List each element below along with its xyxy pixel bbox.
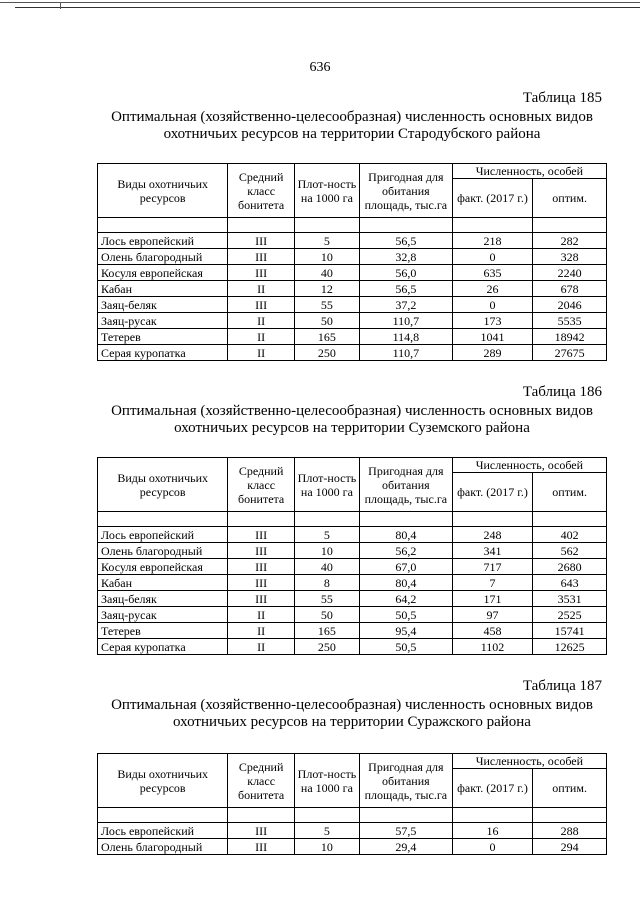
header-area: Пригодная для обитания площадь, тыс.га	[359, 754, 452, 808]
species-name-cell: Олень благородный	[98, 543, 228, 559]
count-fact-cell: 341	[452, 543, 532, 559]
species-name-cell: Кабан	[98, 281, 228, 297]
density-cell: 50	[294, 607, 359, 623]
species-name-cell: Тетерев	[98, 623, 228, 639]
density-cell: 165	[294, 623, 359, 639]
density-cell: 8	[294, 575, 359, 591]
table-row	[98, 823, 607, 839]
bonitet-class-cell: II	[228, 623, 295, 639]
caption-line-1: Оптимальная (хозяйственно-целесообразная) численность основных видов	[111, 109, 593, 125]
area-cell: 67,0	[359, 559, 452, 575]
bonitet-class-cell: II	[228, 313, 295, 329]
count-fact-cell: 1041	[452, 329, 532, 345]
header-class: Средний класс бонитета	[228, 164, 295, 218]
density-cell: 165	[294, 329, 359, 345]
caption-line-2: охотничьих ресурсов на территории Суражского района	[173, 714, 531, 730]
bonitet-class-cell: II	[228, 345, 295, 361]
species-name-cell: Кабан	[98, 575, 228, 591]
area-cell: 80,4	[359, 527, 452, 543]
species-name-cell: Лось европейский	[98, 233, 228, 249]
table-block-185	[97, 90, 607, 361]
density-cell: 55	[294, 591, 359, 607]
density-cell: 10	[294, 249, 359, 265]
count-fact-cell: 717	[452, 559, 532, 575]
header-count: Численность, особей	[452, 458, 606, 473]
table-row	[98, 297, 607, 313]
caption-line-1: Оптимальная (хозяйственно-целесообразная) численность основных видов	[111, 403, 593, 419]
bonitet-class-cell: II	[228, 281, 295, 297]
table-row	[98, 607, 607, 623]
area-cell: 114,8	[359, 329, 452, 345]
top-edge-lines	[0, 0, 640, 10]
species-name-cell: Косуля европейская	[98, 559, 228, 575]
caption-line-2: охотничьих ресурсов на территории Суземского района	[174, 420, 530, 436]
density-cell: 40	[294, 559, 359, 575]
count-fact-cell: 1102	[452, 639, 532, 655]
bonitet-class-cell: III	[228, 265, 295, 281]
header-fact: факт. (2017 г.)	[452, 473, 532, 512]
bonitet-class-cell: III	[228, 297, 295, 313]
bonitet-class-cell: III	[228, 591, 295, 607]
header-class: Средний класс бонитета	[228, 458, 295, 512]
density-cell: 5	[294, 823, 359, 839]
table-caption	[97, 403, 607, 437]
count-optim-cell: 2240	[533, 265, 607, 281]
header-fact: факт. (2017 г.)	[452, 769, 532, 808]
area-cell: 56,0	[359, 265, 452, 281]
table-row	[98, 639, 607, 655]
bonitet-class-cell: III	[228, 233, 295, 249]
count-optim-cell: 328	[533, 249, 607, 265]
table-row	[98, 281, 607, 297]
table-block-187	[97, 678, 607, 855]
bonitet-class-cell: II	[228, 607, 295, 623]
species-name-cell: Заяц-русак	[98, 607, 228, 623]
area-cell: 56,5	[359, 233, 452, 249]
density-cell: 50	[294, 313, 359, 329]
header-species: Виды охотничьих ресурсов	[98, 164, 228, 218]
table-row	[98, 265, 607, 281]
area-cell: 80,4	[359, 575, 452, 591]
count-fact-cell: 0	[452, 297, 532, 313]
caption-line-2: охотничьих ресурсов на территории Стародубского района	[163, 126, 541, 142]
header-optim: оптим.	[533, 473, 607, 512]
area-cell: 50,5	[359, 607, 452, 623]
count-fact-cell: 289	[452, 345, 532, 361]
count-optim-cell: 562	[533, 543, 607, 559]
table-row	[98, 313, 607, 329]
count-optim-cell: 18942	[533, 329, 607, 345]
density-cell: 10	[294, 543, 359, 559]
species-name-cell: Заяц-русак	[98, 313, 228, 329]
density-cell: 40	[294, 265, 359, 281]
density-cell: 12	[294, 281, 359, 297]
table-row	[98, 623, 607, 639]
header-area: Пригодная для обитания площадь, тыс.га	[359, 164, 452, 218]
area-cell: 50,5	[359, 639, 452, 655]
table-number: Таблица 187	[522, 678, 602, 694]
area-cell: 110,7	[359, 345, 452, 361]
area-cell: 64,2	[359, 591, 452, 607]
bonitet-class-cell: III	[228, 823, 295, 839]
area-cell: 95,4	[359, 623, 452, 639]
count-fact-cell: 97	[452, 607, 532, 623]
density-cell: 5	[294, 233, 359, 249]
header-species: Виды охотничьих ресурсов	[98, 754, 228, 808]
page-number: 636	[309, 60, 331, 75]
bonitet-class-cell: II	[228, 329, 295, 345]
count-fact-cell: 248	[452, 527, 532, 543]
header-optim: оптим.	[533, 179, 607, 218]
count-optim-cell: 282	[533, 233, 607, 249]
count-fact-cell: 218	[452, 233, 532, 249]
area-cell: 56,5	[359, 281, 452, 297]
header-area: Пригодная для обитания площадь, тыс.га	[359, 458, 452, 512]
count-fact-cell: 458	[452, 623, 532, 639]
count-optim-cell: 402	[533, 527, 607, 543]
count-optim-cell: 294	[533, 839, 607, 855]
count-fact-cell: 0	[452, 249, 532, 265]
bonitet-class-cell: III	[228, 527, 295, 543]
area-cell: 57,5	[359, 823, 452, 839]
density-cell: 55	[294, 297, 359, 313]
header-density: Плот-ность на 1000 га	[294, 754, 359, 808]
spacer-row	[98, 808, 607, 823]
bonitet-class-cell: II	[228, 639, 295, 655]
area-cell: 56,2	[359, 543, 452, 559]
count-optim-cell: 2525	[533, 607, 607, 623]
table-row	[98, 575, 607, 591]
table-row	[98, 345, 607, 361]
species-name-cell: Заяц-беляк	[98, 591, 228, 607]
count-fact-cell: 0	[452, 839, 532, 855]
species-name-cell: Лось европейский	[98, 823, 228, 839]
count-optim-cell: 678	[533, 281, 607, 297]
count-fact-cell: 26	[452, 281, 532, 297]
count-optim-cell: 12625	[533, 639, 607, 655]
count-fact-cell: 16	[452, 823, 532, 839]
data-table	[97, 753, 607, 855]
table-caption	[97, 697, 607, 731]
table-number: Таблица 185	[522, 90, 602, 106]
count-optim-cell: 15741	[533, 623, 607, 639]
area-cell: 32,8	[359, 249, 452, 265]
species-name-cell: Олень благородный	[98, 249, 228, 265]
header-density: Плот-ность на 1000 га	[294, 164, 359, 218]
species-name-cell: Лось европейский	[98, 527, 228, 543]
table-row	[98, 233, 607, 249]
table-row	[98, 543, 607, 559]
bonitet-class-cell: III	[228, 543, 295, 559]
count-optim-cell: 2680	[533, 559, 607, 575]
density-cell: 250	[294, 639, 359, 655]
caption-line-1: Оптимальная (хозяйственно-целесообразная) численность основных видов	[111, 697, 593, 713]
density-cell: 5	[294, 527, 359, 543]
table-row	[98, 839, 607, 855]
data-table	[97, 163, 607, 361]
count-optim-cell: 3531	[533, 591, 607, 607]
table-row	[98, 559, 607, 575]
species-name-cell: Серая куропатка	[98, 345, 228, 361]
count-optim-cell: 288	[533, 823, 607, 839]
table-number: Таблица 186	[522, 384, 602, 400]
count-fact-cell: 171	[452, 591, 532, 607]
species-name-cell: Олень благородный	[98, 839, 228, 855]
count-fact-cell: 7	[452, 575, 532, 591]
species-name-cell: Заяц-беляк	[98, 297, 228, 313]
count-optim-cell: 2046	[533, 297, 607, 313]
header-count: Численность, особей	[452, 164, 606, 179]
bonitet-class-cell: III	[228, 249, 295, 265]
density-cell: 250	[294, 345, 359, 361]
count-fact-cell: 635	[452, 265, 532, 281]
table-caption	[97, 109, 607, 143]
area-cell: 29,4	[359, 839, 452, 855]
area-cell: 37,2	[359, 297, 452, 313]
header-optim: оптим.	[533, 769, 607, 808]
bonitet-class-cell: III	[228, 575, 295, 591]
count-optim-cell: 5535	[533, 313, 607, 329]
table-block-186	[97, 384, 607, 655]
species-name-cell: Серая куропатка	[98, 639, 228, 655]
spacer-row	[98, 512, 607, 527]
header-density: Плот-ность на 1000 га	[294, 458, 359, 512]
header-fact: факт. (2017 г.)	[452, 179, 532, 218]
species-name-cell: Косуля европейская	[98, 265, 228, 281]
header-species: Виды охотничьих ресурсов	[98, 458, 228, 512]
species-name-cell: Тетерев	[98, 329, 228, 345]
area-cell: 110,7	[359, 313, 452, 329]
header-class: Средний класс бонитета	[228, 754, 295, 808]
bonitet-class-cell: III	[228, 839, 295, 855]
table-row	[98, 591, 607, 607]
density-cell: 10	[294, 839, 359, 855]
bonitet-class-cell: III	[228, 559, 295, 575]
data-table	[97, 457, 607, 655]
spacer-row	[98, 218, 607, 233]
table-row	[98, 249, 607, 265]
header-count: Численность, особей	[452, 754, 606, 769]
count-optim-cell: 643	[533, 575, 607, 591]
table-row	[98, 329, 607, 345]
table-row	[98, 527, 607, 543]
count-optim-cell: 27675	[533, 345, 607, 361]
count-fact-cell: 173	[452, 313, 532, 329]
